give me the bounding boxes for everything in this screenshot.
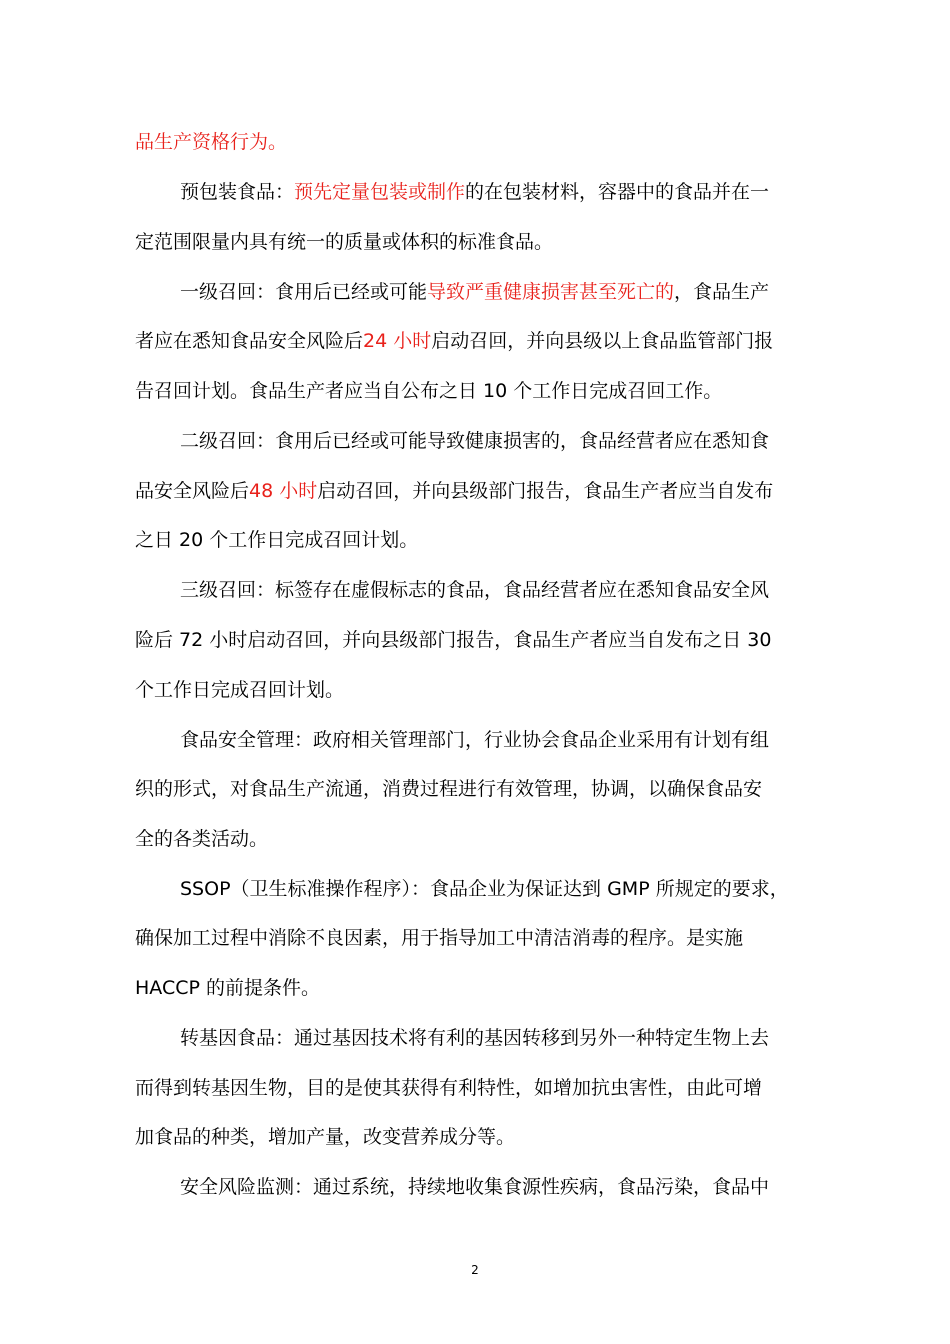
text-line: [135, 1123, 825, 1151]
paragraph-level3-recall: [180, 576, 825, 604]
text-segment: 告召回计划。食品生产者应当自公布之日 10 个工作日完成召回工作。: [135, 380, 723, 402]
text-segment: 安全风险监测：通过系统，持续地收集食源性疾病，食品污染，食品中: [180, 1176, 770, 1198]
text-segment: 启动召回，并向县级部门报告，食品生产者应当自发布: [317, 480, 774, 502]
red-text: 24 小时: [363, 330, 432, 352]
text-segment: 确保加工过程中消除不良因素，用于指导加工中清洁消毒的程序。是实施: [135, 927, 744, 949]
text-segment: 个工作日完成召回计划。: [135, 679, 345, 701]
text-segment: ，食品生产: [674, 281, 770, 303]
text-segment: 者应在悉知食品安全风险后: [135, 330, 364, 352]
text-line: [135, 377, 825, 405]
paragraph-ssop: [180, 875, 825, 903]
text-segment: 定范围限量内具有统一的质量或体积的标准食品。: [135, 231, 554, 253]
text-segment: 险后 72 小时启动召回，并向县级部门报告，食品生产者应当自发布之日 30: [135, 629, 772, 651]
text-segment: 三级召回：标签存在虚假标志的食品，食品经营者应在悉知食品安全风: [180, 579, 770, 601]
text-line: [135, 825, 825, 853]
text-line: [135, 676, 825, 704]
paragraph-food-safety-management: [180, 726, 825, 754]
text-segment: 全的各类活动。: [135, 828, 269, 850]
term-label: 预包装食品：: [180, 181, 295, 203]
text-segment: HACCP 的前提条件。: [135, 977, 320, 999]
paragraph-gm-food: [180, 1024, 825, 1052]
text-segment: 转基因食品：通过基因技术将有利的基因转移到另外一种特定生物上去: [180, 1027, 770, 1049]
text-line: [135, 1074, 825, 1102]
text-segment: 之日 20 个工作日完成召回计划。: [135, 529, 419, 551]
text-segment: 二级召回：食用后已经或可能导致健康损害的，食品经营者应在悉知食: [180, 430, 770, 452]
red-text: 48 小时: [249, 480, 318, 502]
text-segment: SSOP（卫生标准操作程序）：食品企业为保证达到 GMP 所规定的要求，: [180, 878, 789, 900]
text-segment: 品安全风险后: [135, 480, 250, 502]
text-line: [135, 228, 825, 256]
text-segment: 的在包装材料，容器中的食品并在一: [465, 181, 770, 203]
text-segment: 食品安全管理：政府相关管理部门，行业协会食品企业采用有计划有组: [180, 729, 770, 751]
text-segment: 织的形式，对食品生产流通，消费过程进行有效管理，协调，以确保食品安: [135, 778, 763, 800]
paragraph-prepackaged-food: [180, 178, 825, 206]
text-line: [135, 626, 825, 654]
text-segment: 启动召回，并向县级以上食品监管部门报: [431, 330, 774, 352]
text-line: [135, 128, 825, 156]
text-segment: 加食品的种类，增加产量，改变营养成分等。: [135, 1126, 516, 1148]
paragraph-level2-recall: [180, 427, 825, 455]
red-text: 预先定量包装或制作: [294, 181, 466, 203]
paragraph-level1-recall: [180, 278, 825, 306]
text-line: [135, 327, 825, 355]
text-line: [135, 526, 825, 554]
page-number: 2: [471, 1263, 479, 1277]
red-text: 品生产资格行为。: [135, 131, 288, 153]
text-line: [135, 775, 825, 803]
text-segment: 而得到转基因生物，目的是使其获得有利特性，如增加抗虫害性，由此可增: [135, 1077, 763, 1099]
text-line: [135, 974, 825, 1002]
text-line: [135, 477, 825, 505]
paragraph-risk-monitoring: [180, 1173, 825, 1201]
text-line: [135, 924, 825, 952]
red-text: 导致严重健康损害甚至死亡的: [427, 281, 675, 303]
text-segment: 一级召回：食用后已经或可能: [180, 281, 428, 303]
